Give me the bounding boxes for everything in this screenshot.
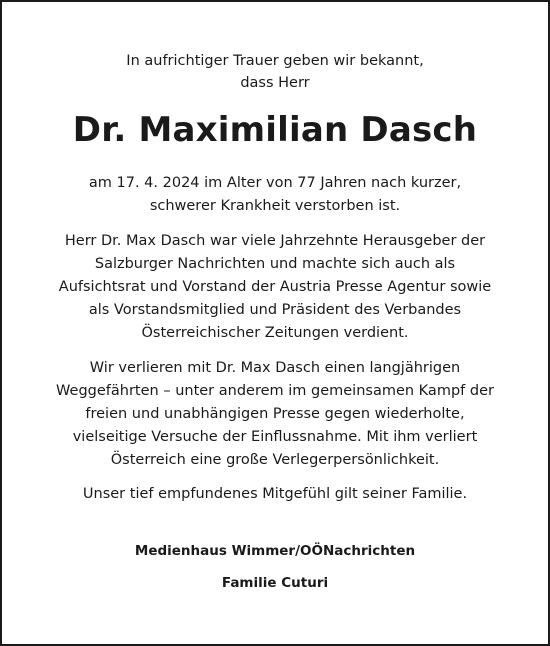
signature-company: Medienhaus Wimmer/OÖNachrichten (134, 543, 416, 559)
text-line: Österreich eine große Verlegerpersönlichkeit. (110, 452, 440, 468)
text-line: Wir verlieren mit Dr. Max Dasch einen langjährigen (89, 360, 461, 376)
text-line: Salzburger Nachrichten und machte sich auch als (94, 256, 456, 272)
deceased-name: Dr. Maximilian Dasch (72, 110, 478, 150)
text-line: Aufsichtsrat und Vorstand der Austria Presse Agentur sowie (58, 279, 492, 295)
text-line: am 17. 4. 2024 im Alter von 77 Jahren nach kurzer, (88, 175, 462, 191)
paragraph-death-date (2, 172, 548, 218)
intro-line: In aufrichtiger Trauer geben wir bekannt, (126, 53, 424, 69)
intro-line: dass Herr (240, 75, 310, 91)
text-line: Weggefährten – unter anderem im gemeinsamen Kampf der (56, 383, 494, 399)
paragraph-tribute (2, 357, 548, 472)
paragraph-career (2, 230, 548, 345)
text-line: als Vorstandsmitglied und Präsident des Verbandes (88, 302, 462, 318)
text-line: vielseitige Versuche der Einflussnahme. Mit ihm verliert (72, 429, 478, 445)
text-line: schwerer Krankheit verstorben ist. (149, 198, 401, 214)
intro-text (2, 50, 548, 94)
text-line: Österreichischer Zeitungen verdient. (141, 325, 409, 341)
text-line: Herr Dr. Max Dasch war viele Jahrzehnte Herausgeber der (64, 233, 486, 249)
text-line: Unser tief empfundenes Mitgefühl gilt seiner Familie. (82, 486, 468, 502)
paragraph-condolence (2, 483, 548, 506)
signature-family: Familie Cuturi (221, 575, 329, 591)
text-line: freien und unabhängigen Presse gegen wiederholte, (85, 406, 465, 422)
